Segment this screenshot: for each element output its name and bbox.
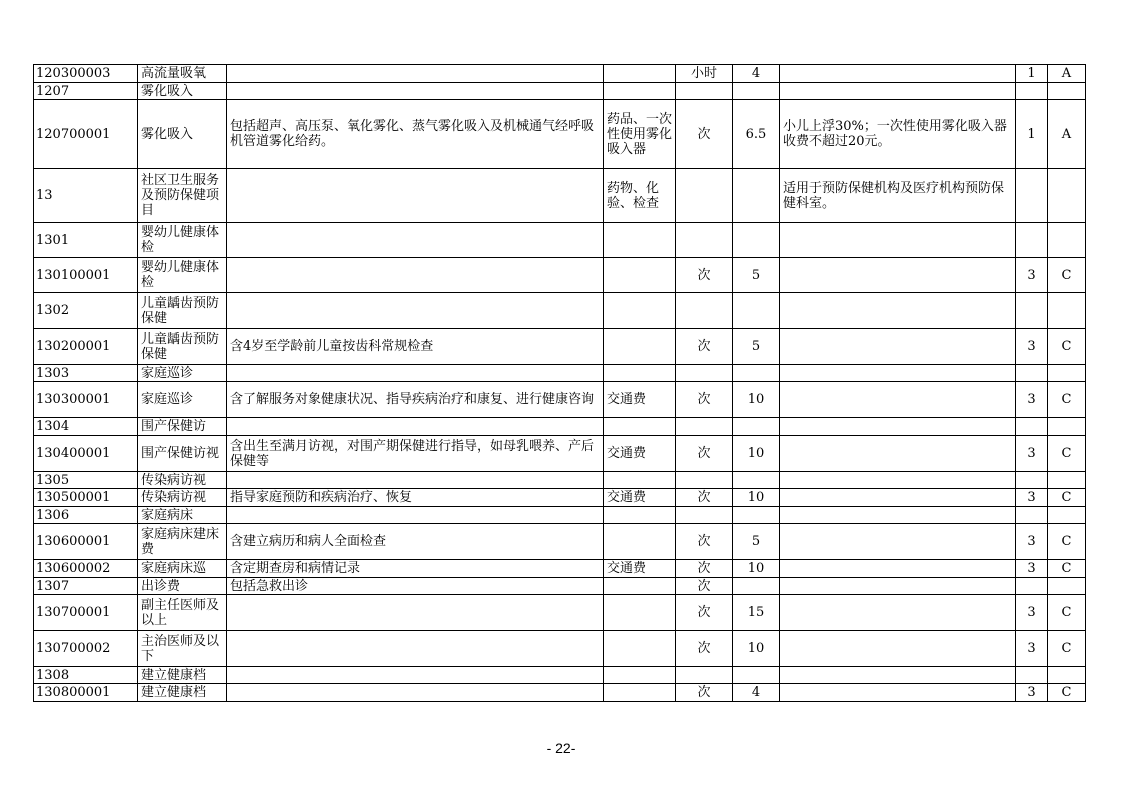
cell-unit: 次 xyxy=(676,100,733,169)
cell-name: 高流量吸氧 xyxy=(138,65,227,83)
table-row xyxy=(34,578,1086,595)
cell-excluded xyxy=(604,329,676,365)
cell-code: 130700001 xyxy=(34,595,138,631)
cell-name: 出诊费 xyxy=(138,578,227,595)
cell-price: 4 xyxy=(733,684,780,702)
table-row xyxy=(34,365,1086,382)
cell-price: 10 xyxy=(733,560,780,578)
cell-note xyxy=(780,258,1016,293)
cell-name: 副主任医师及以上 xyxy=(138,595,227,631)
cell-price: 5 xyxy=(733,258,780,293)
cell-category: C xyxy=(1048,560,1086,578)
cell-level xyxy=(1016,169,1048,223)
cell-content: 包括超声、高压泵、氧化雾化、蒸气雾化吸入及机械通气经呼吸机管道雾化给药。 xyxy=(227,100,604,169)
cell-price: 5 xyxy=(733,329,780,365)
cell-price xyxy=(733,472,780,489)
cell-level: 3 xyxy=(1016,684,1048,702)
cell-unit xyxy=(676,293,733,329)
cell-note xyxy=(780,65,1016,83)
cell-price xyxy=(733,83,780,100)
cell-unit xyxy=(676,472,733,489)
cell-unit xyxy=(676,507,733,524)
cell-category xyxy=(1048,578,1086,595)
table-row xyxy=(34,100,1086,169)
cell-code: 1301 xyxy=(34,223,138,258)
cell-note xyxy=(780,595,1016,631)
cell-category: C xyxy=(1048,524,1086,560)
cell-content: 含定期查房和病情记录 xyxy=(227,560,604,578)
cell-level xyxy=(1016,418,1048,436)
table-row xyxy=(34,667,1086,684)
cell-code: 130500001 xyxy=(34,489,138,507)
cell-category xyxy=(1048,472,1086,489)
cell-level: 3 xyxy=(1016,329,1048,365)
cell-excluded: 交通费 xyxy=(604,382,676,418)
cell-price: 10 xyxy=(733,382,780,418)
cell-code: 1303 xyxy=(34,365,138,382)
cell-name: 儿童龋齿预防保健 xyxy=(138,293,227,329)
cell-content xyxy=(227,507,604,524)
cell-content xyxy=(227,631,604,667)
cell-excluded: 药物、化验、检查 xyxy=(604,169,676,223)
fee-table xyxy=(33,64,1086,702)
cell-note xyxy=(780,489,1016,507)
cell-level: 3 xyxy=(1016,382,1048,418)
cell-note xyxy=(780,578,1016,595)
table-row xyxy=(34,472,1086,489)
cell-level: 1 xyxy=(1016,100,1048,169)
cell-note xyxy=(780,631,1016,667)
cell-name: 雾化吸入 xyxy=(138,100,227,169)
table-row xyxy=(34,83,1086,100)
table-row xyxy=(34,489,1086,507)
cell-note xyxy=(780,667,1016,684)
cell-category: C xyxy=(1048,436,1086,472)
cell-category xyxy=(1048,83,1086,100)
cell-code: 130700002 xyxy=(34,631,138,667)
cell-note xyxy=(780,365,1016,382)
cell-unit: 次 xyxy=(676,684,733,702)
cell-category: C xyxy=(1048,684,1086,702)
cell-price: 4 xyxy=(733,65,780,83)
cell-unit: 次 xyxy=(676,560,733,578)
cell-content: 含了解服务对象健康状况、指导疾病治疗和康复、进行健康咨询 xyxy=(227,382,604,418)
cell-excluded xyxy=(604,223,676,258)
cell-content xyxy=(227,595,604,631)
cell-code: 1207 xyxy=(34,83,138,100)
cell-unit: 次 xyxy=(676,258,733,293)
cell-name: 家庭病床巡 xyxy=(138,560,227,578)
cell-name: 雾化吸入 xyxy=(138,83,227,100)
table-row xyxy=(34,65,1086,83)
cell-content xyxy=(227,472,604,489)
cell-code: 1305 xyxy=(34,472,138,489)
table-row xyxy=(34,223,1086,258)
cell-name: 婴幼儿健康体检 xyxy=(138,223,227,258)
cell-content xyxy=(227,418,604,436)
cell-code: 1306 xyxy=(34,507,138,524)
cell-code: 130800001 xyxy=(34,684,138,702)
cell-category: C xyxy=(1048,489,1086,507)
cell-code: 120700001 xyxy=(34,100,138,169)
cell-price xyxy=(733,418,780,436)
cell-name: 围产保健访视 xyxy=(138,436,227,472)
cell-excluded: 交通费 xyxy=(604,436,676,472)
cell-name: 社区卫生服务及预防保健项目 xyxy=(138,169,227,223)
cell-note xyxy=(780,293,1016,329)
cell-excluded xyxy=(604,293,676,329)
cell-excluded: 交通费 xyxy=(604,560,676,578)
cell-code: 130600002 xyxy=(34,560,138,578)
cell-category: C xyxy=(1048,595,1086,631)
cell-content xyxy=(227,667,604,684)
cell-excluded: 药品、一次性使用雾化吸入器 xyxy=(604,100,676,169)
cell-excluded xyxy=(604,684,676,702)
cell-level xyxy=(1016,472,1048,489)
cell-code: 130100001 xyxy=(34,258,138,293)
table-body xyxy=(34,65,1086,702)
cell-code: 130300001 xyxy=(34,382,138,418)
page-number: - 22- xyxy=(546,740,576,756)
cell-category: A xyxy=(1048,65,1086,83)
cell-price: 15 xyxy=(733,595,780,631)
cell-category xyxy=(1048,293,1086,329)
cell-level: 3 xyxy=(1016,560,1048,578)
cell-unit xyxy=(676,83,733,100)
table-row xyxy=(34,631,1086,667)
cell-level xyxy=(1016,83,1048,100)
cell-code: 1307 xyxy=(34,578,138,595)
cell-level xyxy=(1016,365,1048,382)
cell-excluded xyxy=(604,667,676,684)
cell-unit: 次 xyxy=(676,631,733,667)
cell-code: 130200001 xyxy=(34,329,138,365)
cell-note xyxy=(780,329,1016,365)
cell-price: 5 xyxy=(733,524,780,560)
cell-unit xyxy=(676,418,733,436)
cell-level xyxy=(1016,507,1048,524)
fee-table-container xyxy=(33,64,1086,702)
cell-unit: 次 xyxy=(676,489,733,507)
cell-level: 3 xyxy=(1016,258,1048,293)
table-row xyxy=(34,524,1086,560)
cell-excluded: 交通费 xyxy=(604,489,676,507)
cell-name: 围产保健访 xyxy=(138,418,227,436)
cell-name: 婴幼儿健康体检 xyxy=(138,258,227,293)
cell-unit xyxy=(676,365,733,382)
cell-note xyxy=(780,418,1016,436)
cell-note xyxy=(780,507,1016,524)
cell-unit xyxy=(676,667,733,684)
cell-category xyxy=(1048,223,1086,258)
cell-note xyxy=(780,83,1016,100)
cell-excluded xyxy=(604,65,676,83)
table-row xyxy=(34,507,1086,524)
table-row xyxy=(34,329,1086,365)
cell-note xyxy=(780,524,1016,560)
table-row xyxy=(34,169,1086,223)
cell-excluded xyxy=(604,418,676,436)
cell-note xyxy=(780,472,1016,489)
cell-name: 建立健康档 xyxy=(138,667,227,684)
cell-code: 130600001 xyxy=(34,524,138,560)
cell-unit: 次 xyxy=(676,595,733,631)
cell-price xyxy=(733,223,780,258)
cell-price xyxy=(733,667,780,684)
cell-content xyxy=(227,293,604,329)
table-row xyxy=(34,293,1086,329)
cell-price: 10 xyxy=(733,436,780,472)
cell-price xyxy=(733,293,780,329)
cell-category xyxy=(1048,667,1086,684)
cell-content xyxy=(227,65,604,83)
cell-code: 1304 xyxy=(34,418,138,436)
cell-excluded xyxy=(604,83,676,100)
cell-unit: 次 xyxy=(676,436,733,472)
cell-price xyxy=(733,365,780,382)
cell-level xyxy=(1016,223,1048,258)
cell-content: 含4岁至学龄前儿童按齿科常规检查 xyxy=(227,329,604,365)
cell-name: 家庭病床 xyxy=(138,507,227,524)
cell-note xyxy=(780,684,1016,702)
cell-unit: 次 xyxy=(676,382,733,418)
cell-excluded xyxy=(604,595,676,631)
cell-note: 适用于预防保健机构及医疗机构预防保健科室。 xyxy=(780,169,1016,223)
cell-excluded xyxy=(604,507,676,524)
cell-level xyxy=(1016,293,1048,329)
table-row xyxy=(34,684,1086,702)
cell-code: 120300003 xyxy=(34,65,138,83)
cell-note xyxy=(780,560,1016,578)
cell-content xyxy=(227,83,604,100)
cell-level: 3 xyxy=(1016,631,1048,667)
cell-category: A xyxy=(1048,100,1086,169)
cell-code: 1308 xyxy=(34,667,138,684)
cell-unit xyxy=(676,223,733,258)
table-row xyxy=(34,560,1086,578)
cell-content: 含建立病历和病人全面检查 xyxy=(227,524,604,560)
cell-category xyxy=(1048,507,1086,524)
cell-name: 建立健康档 xyxy=(138,684,227,702)
cell-content xyxy=(227,169,604,223)
cell-content: 包括急救出诊 xyxy=(227,578,604,595)
cell-name: 主治医师及以下 xyxy=(138,631,227,667)
cell-category xyxy=(1048,169,1086,223)
cell-excluded xyxy=(604,258,676,293)
cell-excluded xyxy=(604,365,676,382)
cell-unit: 次 xyxy=(676,524,733,560)
cell-note: 小儿上浮30%；一次性使用雾化吸入器收费不超过20元。 xyxy=(780,100,1016,169)
cell-category: C xyxy=(1048,382,1086,418)
cell-name: 家庭巡诊 xyxy=(138,365,227,382)
cell-level xyxy=(1016,578,1048,595)
cell-note xyxy=(780,223,1016,258)
cell-category xyxy=(1048,365,1086,382)
cell-price: 6.5 xyxy=(733,100,780,169)
cell-excluded xyxy=(604,524,676,560)
table-row xyxy=(34,595,1086,631)
table-row xyxy=(34,382,1086,418)
cell-category: C xyxy=(1048,258,1086,293)
cell-name: 家庭巡诊 xyxy=(138,382,227,418)
cell-name: 家庭病床建床费 xyxy=(138,524,227,560)
cell-code: 13 xyxy=(34,169,138,223)
cell-level: 3 xyxy=(1016,436,1048,472)
cell-content: 指导家庭预防和疾病治疗、恢复 xyxy=(227,489,604,507)
table-row xyxy=(34,436,1086,472)
cell-name: 儿童龋齿预防保健 xyxy=(138,329,227,365)
cell-excluded xyxy=(604,631,676,667)
cell-level: 1 xyxy=(1016,65,1048,83)
cell-price: 10 xyxy=(733,489,780,507)
cell-content xyxy=(227,223,604,258)
cell-price xyxy=(733,169,780,223)
cell-excluded xyxy=(604,578,676,595)
cell-unit: 次 xyxy=(676,578,733,595)
cell-unit xyxy=(676,169,733,223)
cell-unit: 小时 xyxy=(676,65,733,83)
cell-category: C xyxy=(1048,329,1086,365)
cell-category: C xyxy=(1048,631,1086,667)
cell-name: 传染病访视 xyxy=(138,489,227,507)
cell-excluded xyxy=(604,472,676,489)
cell-price xyxy=(733,578,780,595)
cell-price: 10 xyxy=(733,631,780,667)
cell-content: 含出生至满月访视，对围产期保健进行指导，如母乳喂养、产后保健等 xyxy=(227,436,604,472)
cell-level: 3 xyxy=(1016,524,1048,560)
cell-note xyxy=(780,382,1016,418)
cell-level: 3 xyxy=(1016,595,1048,631)
cell-price xyxy=(733,507,780,524)
cell-content xyxy=(227,684,604,702)
cell-content xyxy=(227,365,604,382)
cell-level xyxy=(1016,667,1048,684)
cell-category xyxy=(1048,418,1086,436)
cell-content xyxy=(227,258,604,293)
table-row xyxy=(34,418,1086,436)
table-row xyxy=(34,258,1086,293)
cell-code: 1302 xyxy=(34,293,138,329)
cell-level: 3 xyxy=(1016,489,1048,507)
cell-name: 传染病访视 xyxy=(138,472,227,489)
cell-unit: 次 xyxy=(676,329,733,365)
cell-code: 130400001 xyxy=(34,436,138,472)
cell-note xyxy=(780,436,1016,472)
